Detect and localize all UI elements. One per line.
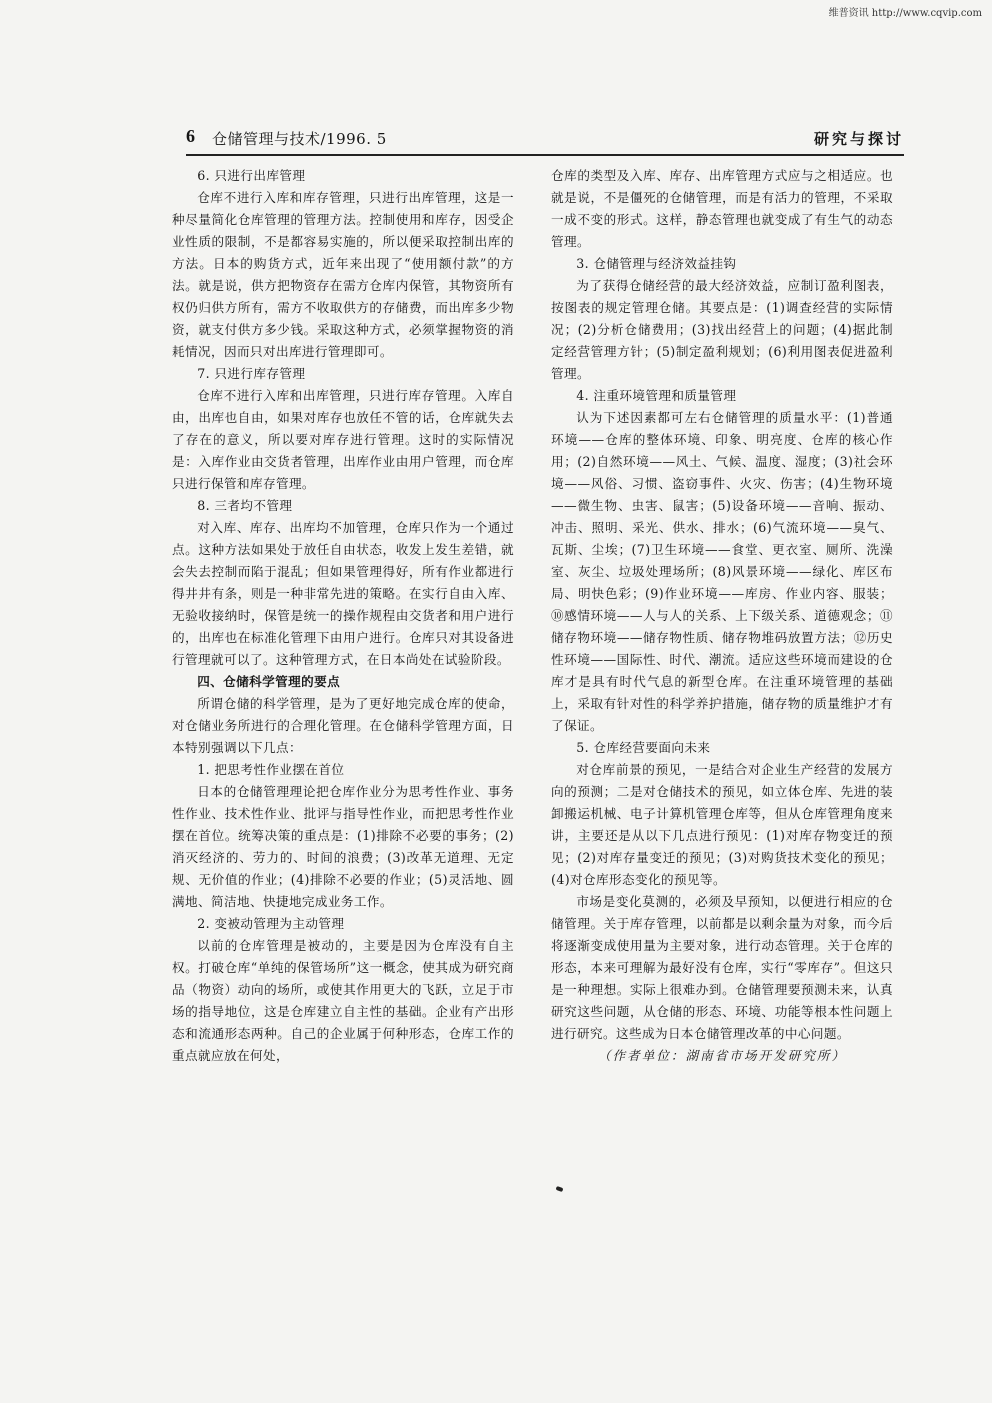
subheading: 8. 三者均不管理: [197, 498, 293, 513]
paragraph-continued: 仓库的类型及入库、库存、出库管理方式应与之相适应。也就是说，不是僵死的仓储管理，而是有活力的管理，不采取一成不变的形式。这样，静态管理也就变成了有生气的动态管理。: [551, 168, 893, 249]
subheading: 6. 只进行出库管理: [197, 168, 306, 183]
section-label: 研究与探讨: [813, 130, 904, 148]
ink-mark: [556, 1186, 564, 1192]
paragraph: 认为下述因素都可左右仓储管理的质量水平：(1)普通环境——仓库的整体环境、印象、明亮度、仓库的核心作用；(2)自然环境——风土、气候、温度、湿度；(3)社会环境——风俗、习惯、盗窃事件、火灾、伤害；(4)生物环境——微生物、虫害、鼠害；(5)设备环境——音响、振动、冲击、照明、采光、供水、排水；(6)气流环境——臭气、瓦斯、尘埃；(7)卫生环境——食堂、更衣室、厕所、洗澡室、灰尘、垃圾处理场所；(8)风景环境——绿化、库区布局、明快色彩；(9)作业环境——库房、作业内容、服装；⑩感情环境——人与人的关系、上下级关系、道德观念；⑪储存物环境——储存物性质、储存物堆码放置方法；⑫历史性环境——国际性、时代、潮流。适应这些环境而建设的仓库才是具有时代气息的新型仓库。在注重环境管理的基础上，采取有针对性的科学养护措施，储存物的质量维护才有了保证。: [551, 410, 893, 733]
subheading: 1. 把思考性作业摆在首位: [197, 762, 345, 777]
section-heading: 四、仓储科学管理的要点: [197, 674, 341, 689]
paragraph: 日本的仓储管理理论把仓库作业分为思考性作业、事务性作业、技术性作业、批评与指导性作业，而把思考性作业摆在首位。统筹决策的重点是：(1)排除不必要的事务；(2)消灭经济的、劳力的、时间的浪费；(3)改革无道理、无定规、无价值的作业；(4)排除不必要的作业；(5)灵活地、圆满地、简洁地、快捷地完成业务工作。: [172, 784, 514, 909]
paragraph: 所谓仓储的科学管理，是为了更好地完成仓库的使命，对仓储业务所进行的合理化管理。在仓储科学管理方面，日本特别强调以下几点：: [172, 696, 514, 755]
paragraph: 为了获得仓储经营的最大经济效益，应制订盈利图表，按图表的规定管理仓储。其要点是：(1)调查经营的实际情况；(2)分析仓储费用；(3)找出经营上的问题；(4)据此制定经营管理方针；(5)制定盈利规划；(6)利用图表促进盈利管理。: [551, 278, 893, 381]
left-column: [172, 165, 514, 1067]
subheading: 5. 仓库经营要面向未来: [576, 740, 711, 755]
author-affiliation: （作者单位：湖南省市场开发研究所）: [597, 1048, 847, 1063]
subheading: 3. 仓储管理与经济效益挂钩: [576, 256, 737, 271]
paragraph: 仓库不进行入库和库存管理，只进行出库管理，这是一种尽量简化仓库管理的管理方法。控制使用和库存，因受企业性质的限制，不是都容易实施的，所以便采取控制出库的方法。日本的购货方式，近年来出现了“使用额付款”的方法。就是说，供方把物资存在需方仓库内保管，其物资所有权仍归供方所有，需方不收取供方的存储费，而出库多少物资，就支付供方多少钱。采取这种方式，必须掌握物资的消耗情况，因而只对出库进行管理即可。: [172, 190, 514, 359]
paragraph: 市场是变化莫测的，必须及早预知，以便进行相应的仓储管理。关于库存管理，以前都是以剩余量为对象，而今后将逐渐变成使用量为主要对象，进行动态管理。关于仓库的形态，本来可理解为最好没有仓库，实行“零库存”。但这只是一种理想。实际上很难办到。仓储管理要预测未来，认真研究这些问题，从仓储的形态、环境、功能等根本性问题上进行研究。这些成为日本仓储管理改革的中心问题。: [551, 894, 893, 1041]
paragraph: 以前的仓库管理是被动的，主要是因为仓库没有自主权。打破仓库“单纯的保管场所”这一概念，使其成为研究商品（物资）动向的场所，或使其作用更大的飞跃，立足于市场的指导地位，这是仓库建立自主性的基础。企业有产出形态和流通形态两种。自己的企业属于何种形态，仓库工作的重点就应放在何处，: [172, 938, 514, 1063]
watermark-text: 维普资讯 http://www.cqvip.com: [828, 8, 982, 19]
paragraph: 对仓库前景的预见，一是结合对企业生产经营的发展方向的预测；二是对仓储技术的预见，如立体仓库、先进的装卸搬运机械、电子计算机管理仓库等，但从仓库管理角度来讲，主要还是从以下几点进行预见：(1)对库存物变迁的预见；(2)对库存量变迁的预见；(3)对购货技术变化的预见；(4)对仓库形态变化的预见等。: [551, 762, 893, 887]
right-column: [551, 165, 893, 1067]
running-head: [186, 128, 904, 156]
journal-title: 仓储管理与技术/1996. 5: [212, 130, 387, 148]
subheading: 7. 只进行库存管理: [197, 366, 306, 381]
subheading: 4. 注重环境管理和质量管理: [576, 388, 737, 403]
page-number: 6: [186, 126, 195, 146]
paragraph: 对入库、库存、出库均不加管理，仓库只作为一个通过点。这种方法如果处于放任自由状态，收发上发生差错，就会失去控制而陷于混乱；但如果管理得好，所有作业都进行得井井有条，则是一种非常先进的策略。在实行自由入库、无验收接纳时，保管是统一的操作规程由交货者和用户进行的，出库也在标准化管理下由用户进行。仓库只对其设备进行管理就可以了。这种管理方式，在日本尚处在试验阶段。: [172, 520, 514, 667]
subheading: 2. 变被动管理为主动管理: [197, 916, 345, 931]
paragraph: 仓库不进行入库和出库管理，只进行库存管理。入库自由，出库也自由，如果对库存也放任不管的话，仓库就失去了存在的意义，所以要对库存进行管理。这时的实际情况是：入库作业由交货者管理，出库作业由用户管理，而仓库只进行保管和库存管理。: [172, 388, 514, 491]
